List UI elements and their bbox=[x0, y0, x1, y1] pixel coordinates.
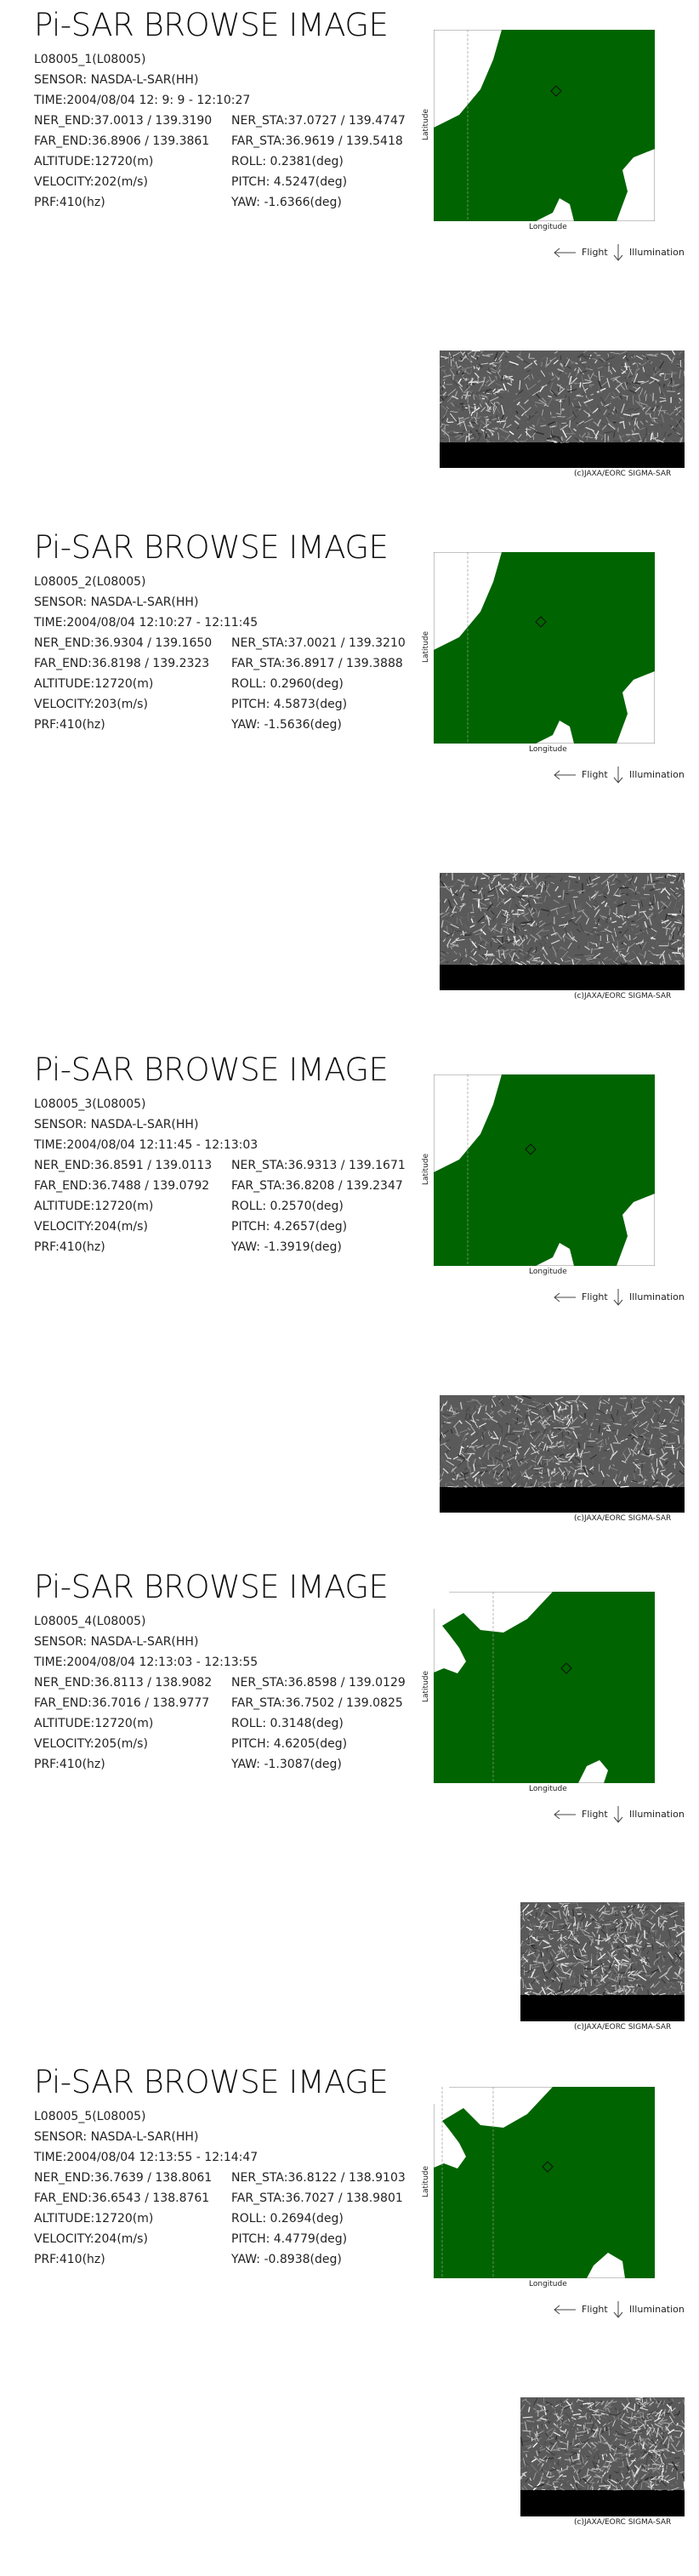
illumination-arrow-icon bbox=[612, 1288, 624, 1307]
far-end-coord: FAR_END:36.6543 / 138.8761 bbox=[34, 2188, 209, 2208]
near-start-coord: NER_STA:37.0727 / 139.4747 bbox=[231, 111, 406, 131]
time-text: TIME:2004/08/04 12:10:27 - 12:11:45 bbox=[34, 613, 258, 633]
sar-browse-image bbox=[440, 1395, 685, 1513]
illumination-arrow-icon bbox=[612, 2300, 624, 2319]
time-text: TIME:2004/08/04 12:11:45 - 12:13:03 bbox=[34, 1135, 258, 1155]
pitch-text: PITCH: 4.2657(deg) bbox=[231, 1217, 347, 1237]
near-start-coord: NER_STA:36.8122 / 138.9103 bbox=[231, 2168, 406, 2188]
near-end-coord: NER_END:37.0013 / 139.3190 bbox=[34, 111, 212, 131]
browse-page-2 bbox=[0, 522, 699, 1041]
scene-id: L08005_5(L08005) bbox=[34, 2106, 146, 2127]
pitch-text: PITCH: 4.5873(deg) bbox=[231, 694, 347, 715]
longitude-label: Longitude bbox=[529, 745, 567, 754]
velocity-text: VELOCITY:204(m/s) bbox=[34, 2229, 148, 2249]
sensor-text: SENSOR: NASDA-L-SAR(HH) bbox=[34, 70, 198, 90]
yaw-text: YAW: -1.3087(deg) bbox=[231, 1754, 342, 1775]
scene-id: L08005_3(L08005) bbox=[34, 1094, 146, 1114]
time-text: TIME:2004/08/04 12: 9: 9 - 12:10:27 bbox=[34, 90, 250, 111]
illumination-label: Illumination bbox=[629, 1809, 685, 1820]
page-title: Pi-SAR BROWSE IMAGE bbox=[34, 1051, 388, 1088]
flight-arrow-icon bbox=[553, 1291, 577, 1303]
sensor-text: SENSOR: NASDA-L-SAR(HH) bbox=[34, 1632, 198, 1652]
illumination-label: Illumination bbox=[629, 2304, 685, 2315]
prf-text: PRF:410(hz) bbox=[34, 715, 105, 735]
illumination-arrow-icon bbox=[612, 766, 624, 784]
altitude-text: ALTITUDE:12720(m) bbox=[34, 151, 153, 172]
flight-arrow-icon bbox=[553, 1809, 577, 1821]
flight-label: Flight bbox=[582, 1291, 608, 1302]
prf-text: PRF:410(hz) bbox=[34, 2249, 105, 2270]
location-map bbox=[434, 552, 655, 744]
scene-id: L08005_2(L08005) bbox=[34, 572, 146, 592]
latitude-label: Latitude bbox=[422, 1671, 430, 1702]
flight-label: Flight bbox=[582, 769, 608, 780]
near-start-coord: NER_STA:37.0021 / 139.3210 bbox=[231, 633, 406, 653]
altitude-text: ALTITUDE:12720(m) bbox=[34, 1196, 153, 1217]
sensor-text: SENSOR: NASDA-L-SAR(HH) bbox=[34, 1114, 198, 1135]
latitude-label: Latitude bbox=[422, 1154, 430, 1185]
scene-id: L08005_1(L08005) bbox=[34, 49, 146, 70]
yaw-text: YAW: -1.3919(deg) bbox=[231, 1237, 342, 1257]
illumination-label: Illumination bbox=[629, 247, 685, 258]
browse-page-5 bbox=[0, 2057, 699, 2576]
roll-text: ROLL: 0.2960(deg) bbox=[231, 674, 344, 694]
latitude-label: Latitude bbox=[422, 631, 430, 663]
illumination-label: Illumination bbox=[629, 1291, 685, 1302]
roll-text: ROLL: 0.2381(deg) bbox=[231, 151, 344, 172]
velocity-text: VELOCITY:204(m/s) bbox=[34, 1217, 148, 1237]
velocity-text: VELOCITY:203(m/s) bbox=[34, 694, 148, 715]
far-end-coord: FAR_END:36.8198 / 139.2323 bbox=[34, 653, 209, 674]
altitude-text: ALTITUDE:12720(m) bbox=[34, 1713, 153, 1734]
longitude-label: Longitude bbox=[529, 2280, 567, 2288]
far-start-coord: FAR_STA:36.9619 / 139.5418 bbox=[231, 131, 403, 151]
sensor-text: SENSOR: NASDA-L-SAR(HH) bbox=[34, 592, 198, 613]
velocity-text: VELOCITY:202(m/s) bbox=[34, 172, 148, 192]
sensor-text: SENSOR: NASDA-L-SAR(HH) bbox=[34, 2127, 198, 2147]
velocity-text: VELOCITY:205(m/s) bbox=[34, 1734, 148, 1754]
copyright-credit: (c)JAXA/EORC SIGMA-SAR bbox=[574, 2023, 671, 2032]
far-end-coord: FAR_END:36.7488 / 139.0792 bbox=[34, 1176, 209, 1196]
time-text: TIME:2004/08/04 12:13:55 - 12:14:47 bbox=[34, 2147, 258, 2168]
yaw-text: YAW: -1.6366(deg) bbox=[231, 192, 342, 213]
far-start-coord: FAR_STA:36.7027 / 138.9801 bbox=[231, 2188, 403, 2208]
flight-label: Flight bbox=[582, 247, 608, 258]
land-area bbox=[434, 1592, 655, 1783]
location-map bbox=[434, 30, 655, 221]
near-start-coord: NER_STA:36.8598 / 139.0129 bbox=[231, 1673, 406, 1693]
flight-arrow-icon bbox=[553, 769, 577, 781]
near-end-coord: NER_END:36.7639 / 138.8061 bbox=[34, 2168, 212, 2188]
flight-label: Flight bbox=[582, 2304, 608, 2315]
copyright-credit: (c)JAXA/EORC SIGMA-SAR bbox=[574, 2518, 671, 2527]
illumination-arrow-icon bbox=[612, 243, 624, 262]
sar-browse-image bbox=[520, 1902, 685, 2021]
pitch-text: PITCH: 4.4779(deg) bbox=[231, 2229, 347, 2249]
location-map bbox=[434, 2087, 655, 2278]
copyright-credit: (c)JAXA/EORC SIGMA-SAR bbox=[574, 992, 671, 1000]
roll-text: ROLL: 0.2694(deg) bbox=[231, 2208, 344, 2229]
flight-arrow-icon bbox=[553, 2304, 577, 2316]
altitude-text: ALTITUDE:12720(m) bbox=[34, 674, 153, 694]
illumination-label: Illumination bbox=[629, 769, 685, 780]
far-end-coord: FAR_END:36.7016 / 138.9777 bbox=[34, 1693, 209, 1713]
browse-page-3 bbox=[0, 1045, 699, 1564]
land-area bbox=[434, 2087, 655, 2278]
roll-text: ROLL: 0.3148(deg) bbox=[231, 1713, 344, 1734]
near-end-coord: NER_END:36.8113 / 138.9082 bbox=[34, 1673, 212, 1693]
yaw-text: YAW: -0.8938(deg) bbox=[231, 2249, 342, 2270]
location-map bbox=[434, 1592, 655, 1783]
time-text: TIME:2004/08/04 12:13:03 - 12:13:55 bbox=[34, 1652, 258, 1673]
flight-label: Flight bbox=[582, 1809, 608, 1820]
pitch-text: PITCH: 4.6205(deg) bbox=[231, 1734, 347, 1754]
altitude-text: ALTITUDE:12720(m) bbox=[34, 2208, 153, 2229]
browse-page-1 bbox=[0, 0, 699, 519]
prf-text: PRF:410(hz) bbox=[34, 1754, 105, 1775]
page-title: Pi-SAR BROWSE IMAGE bbox=[34, 1569, 388, 1605]
longitude-label: Longitude bbox=[529, 1268, 567, 1276]
near-end-coord: NER_END:36.9304 / 139.1650 bbox=[34, 633, 212, 653]
copyright-credit: (c)JAXA/EORC SIGMA-SAR bbox=[574, 470, 671, 478]
sar-browse-image bbox=[440, 350, 685, 468]
copyright-credit: (c)JAXA/EORC SIGMA-SAR bbox=[574, 1514, 671, 1523]
far-start-coord: FAR_STA:36.8208 / 139.2347 bbox=[231, 1176, 403, 1196]
longitude-label: Longitude bbox=[529, 223, 567, 231]
illumination-arrow-icon bbox=[612, 1805, 624, 1824]
scene-id: L08005_4(L08005) bbox=[34, 1611, 146, 1632]
browse-page-4 bbox=[0, 1562, 699, 2081]
longitude-label: Longitude bbox=[529, 1785, 567, 1793]
flight-arrow-icon bbox=[553, 247, 577, 259]
far-end-coord: FAR_END:36.8906 / 139.3861 bbox=[34, 131, 209, 151]
location-map bbox=[434, 1074, 655, 1266]
near-start-coord: NER_STA:36.9313 / 139.1671 bbox=[231, 1155, 406, 1176]
sar-browse-image bbox=[440, 873, 685, 990]
latitude-label: Latitude bbox=[422, 109, 430, 140]
page-title: Pi-SAR BROWSE IMAGE bbox=[34, 7, 388, 43]
roll-text: ROLL: 0.2570(deg) bbox=[231, 1196, 344, 1217]
page-title: Pi-SAR BROWSE IMAGE bbox=[34, 2064, 388, 2100]
yaw-text: YAW: -1.5636(deg) bbox=[231, 715, 342, 735]
near-end-coord: NER_END:36.8591 / 139.0113 bbox=[34, 1155, 212, 1176]
prf-text: PRF:410(hz) bbox=[34, 1237, 105, 1257]
pitch-text: PITCH: 4.5247(deg) bbox=[231, 172, 347, 192]
far-start-coord: FAR_STA:36.7502 / 139.0825 bbox=[231, 1693, 403, 1713]
prf-text: PRF:410(hz) bbox=[34, 192, 105, 213]
far-start-coord: FAR_STA:36.8917 / 139.3888 bbox=[231, 653, 403, 674]
latitude-label: Latitude bbox=[422, 2166, 430, 2197]
page-title: Pi-SAR BROWSE IMAGE bbox=[34, 529, 388, 566]
sar-browse-image bbox=[520, 2397, 685, 2516]
